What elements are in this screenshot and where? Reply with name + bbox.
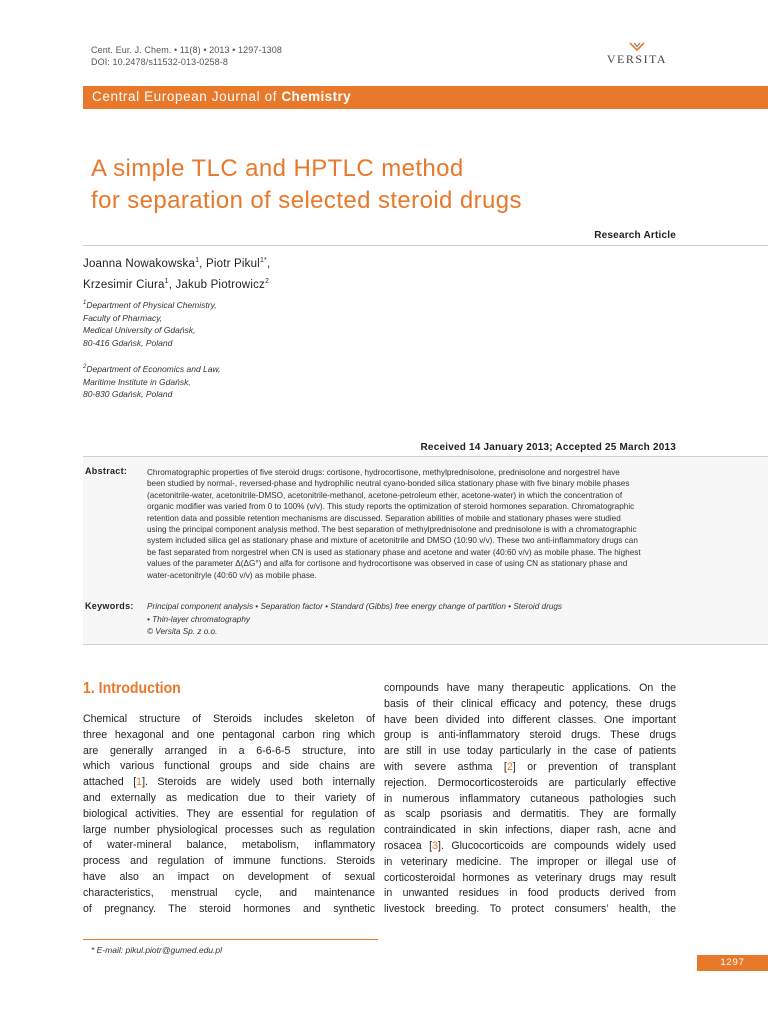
section-heading: 1. Introduction [83,680,181,697]
abstract-box [83,456,768,645]
abstract-line: been studied by normal-, reversed-phase and hydrophilic neutral cyano-bonded silica stationary phase with five binary mobile phases [147,479,630,489]
body-column-left [83,712,375,917]
affiliation-line: 80-830 Gdańsk, Poland [83,389,173,400]
journal-name-prefix: Central European Journal of [92,89,282,104]
received-dates: Received 14 January 2013; Accepted 25 March 2013 [420,442,676,453]
affiliation-sup: 1 [83,300,87,306]
body-text-line: characteristics, menstrual cycle, and maintenance [83,886,375,899]
publisher-logo [601,42,673,66]
abstract-line: (acetonitrile-water, acetonitrile-DMSO, acetonitrile-methanol, acetone-petroleum ether, acetone-water) in which the concentration of [147,490,623,500]
body-text-line: compounds have many therapeutic applications. On the [384,682,676,694]
citation-line: Cent. Eur. J. Chem. • 11(8) • 2013 • 1297-1308 [91,45,282,55]
body-text-line: attached [1]. Steroids are widely used both internally [83,776,375,789]
author-line-1: Joanna Nowakowska$^1$, Piotr Pikul$^{1*}$, [83,257,271,270]
journal-name [92,89,351,104]
affiliation-sup: 2 [83,364,87,370]
affiliation-line: Medical University of Gdańsk, [83,325,196,336]
footnote-rule [83,939,378,940]
keywords-label: Keywords: [85,601,134,611]
affiliation-1 [83,297,217,350]
body-text-line: have also an impact on development of sexual [83,870,375,883]
affiliation-line [83,361,221,376]
keywords-text [147,601,755,639]
body-column-right [384,681,676,918]
body-text-line: large number physiological processes such as regulation [83,823,375,836]
divider [83,245,768,246]
journal-banner [83,86,768,109]
abstract-label: Abstract: [85,466,128,476]
body-text-line: contraindicated in skin infections, diaper rash, acne and [384,824,676,837]
abstract-bottom-rule [83,644,768,645]
body-text-line: of pregnancy. The steroid hormones and synthetic [83,902,375,915]
citation-link[interactable]: 2 [506,760,513,773]
body-text-line: in numerous inflammatory cutaneous pathologies such [384,792,676,805]
body-text-line: corticosteroidal hormones as veterinary drugs may result [384,871,676,884]
body-text-line: process and regulation of immune functions. Steroids [83,855,375,868]
author-sup: 1* [259,257,267,264]
body-text-line: livestock breeding. To protect consumers’ health, the [384,903,676,916]
body-text-line: are still in use today particularly in the case of patients [384,745,676,758]
article-title [91,153,711,217]
affiliation-line: Faculty of Pharmacy, [83,312,163,323]
body-text-line: group is anti-inflammatory steroid drugs. These drugs [384,729,676,742]
author-sup: 2 [264,277,270,285]
body-text-line: Chemical structure of Steroids includes skeleton of [83,713,375,725]
affiliation-line: Maritime Institute in Gdańsk, [83,376,191,387]
body-text-line: with severe asthma [2] or prevention of transplant [384,760,676,773]
author-name: Jakub Piotrowicz [175,278,265,291]
body-text-line: in unwanted residues in food products derived from [384,887,676,900]
author-sup: 1 [195,257,200,264]
body-text-line: rosacea [3]. Glucocorticoids are compounds widely used [384,839,676,852]
citation-link[interactable]: 3 [432,839,438,852]
abstract-line: Chromatographic properties of five steroid drugs: cortisone, hydrocortisone, methylprednisolone, prednisolone and norgestrel have [147,468,620,477]
body-text-line: three hexagonal and one pentagonal carbon ring which [83,728,375,741]
author-name: Piotr Pikul [205,257,260,270]
author-list [83,252,270,294]
body-text-line: and externally as medication due to their variety of [83,791,375,804]
body-text-line: which various functional groups and side chains are [83,760,375,773]
logo-mark-icon [629,42,645,51]
doi-line: DOI: 10.2478/s11532-013-0258-8 [91,57,228,67]
abstract-line: using the principal component analysis method. The best separation of methylprednisolone and prednisolone is with a chromatographic [147,525,637,535]
keywords-line: Principal component analysis • Separation factor • Standard (Gibbs) free energy change of partition • Steroid drugs [147,602,563,611]
affiliation-line: 80-416 Gdańsk, Poland [83,337,173,348]
author-line-2: Krzesimir Ciura$^1$, Jakub Piotrowicz$^2$ [83,277,270,291]
body-text-line: are generally arranged in a 6-6-6-5 structure, into [83,744,375,757]
body-text-line: as scalp psoriasis and dermatitis. They are formally [384,808,676,821]
abstract-line: water-acetonitryle (40:60 v/v) as mobile phase. [147,570,317,580]
author-name: Joanna Nowakowska [83,257,196,270]
author-sup: 1 [164,277,169,285]
publisher-name: VERSITA [606,52,668,66]
page-number: 1297 [720,957,745,968]
page-number-tab [697,955,768,971]
journal-name-bold: Chemistry [281,89,352,104]
title-line-1: A simple TLC and HPTLC method [91,155,464,182]
abstract-line: be fast separated from norgestrel when CN is used as stationary phase and acetone and water (40:60 v/v) as mobile phase. The highest [147,547,641,557]
copyright-line: © Versita Sp. z o.o. [147,627,218,636]
affiliation-line [83,297,217,312]
body-text-line: basis of their clinical efficacy and potency, these drugs [384,697,676,710]
body-text-line: of water-mineral balance, metabolism, inflammatory [83,839,375,852]
citation-link[interactable]: 1 [136,776,143,789]
abstract-text [147,467,755,581]
footnote-email: * E-mail: pikul.piotr@gumed.edu.pl [91,945,222,955]
journal-citation [91,44,282,68]
affiliation-text: Department of Economics and Law, [86,363,221,374]
abstract-line: retention data and possible retention mechanisms are discussed. Separation abilities of mobile and stationary phases were studied [147,513,621,523]
body-text-line: have been divided into different classes. One important [384,713,676,726]
article-type: Research Article [594,230,676,241]
affiliation-text: Department of Physical Chemistry, [86,299,217,310]
body-text-line: biological activities. They are essential for regulation of [83,807,375,820]
title-line-2: for separation of selected steroid drugs [91,187,522,214]
author-name: Krzesimir Ciura [83,278,165,291]
body-text-line: rejection. Dermocorticosteroids are particularly effective [384,776,676,789]
abstract-line: values of the parameter Δ(ΔG°) and alfa for cortisone and hydrocortisone was observed in case of using CN as stationary phase and [147,559,628,569]
abstract-top-rule [83,456,768,457]
body-text-line: in veterinary medicine. The improper or illegal use of [384,855,676,868]
abstract-line: system included silica gel as stationary phase and mixture of acetonitrile and DMSO (10:90 v/v). These two anti-inflammatory drugs can [147,536,638,546]
affiliation-2 [83,361,221,401]
abstract-line: organic modifier was varied from 0 to 100% (v/v). This study reports the optimization of steroid hormones separation. Chromatographic [147,502,635,512]
keywords-line: • Thin-layer chromatography [147,614,250,624]
